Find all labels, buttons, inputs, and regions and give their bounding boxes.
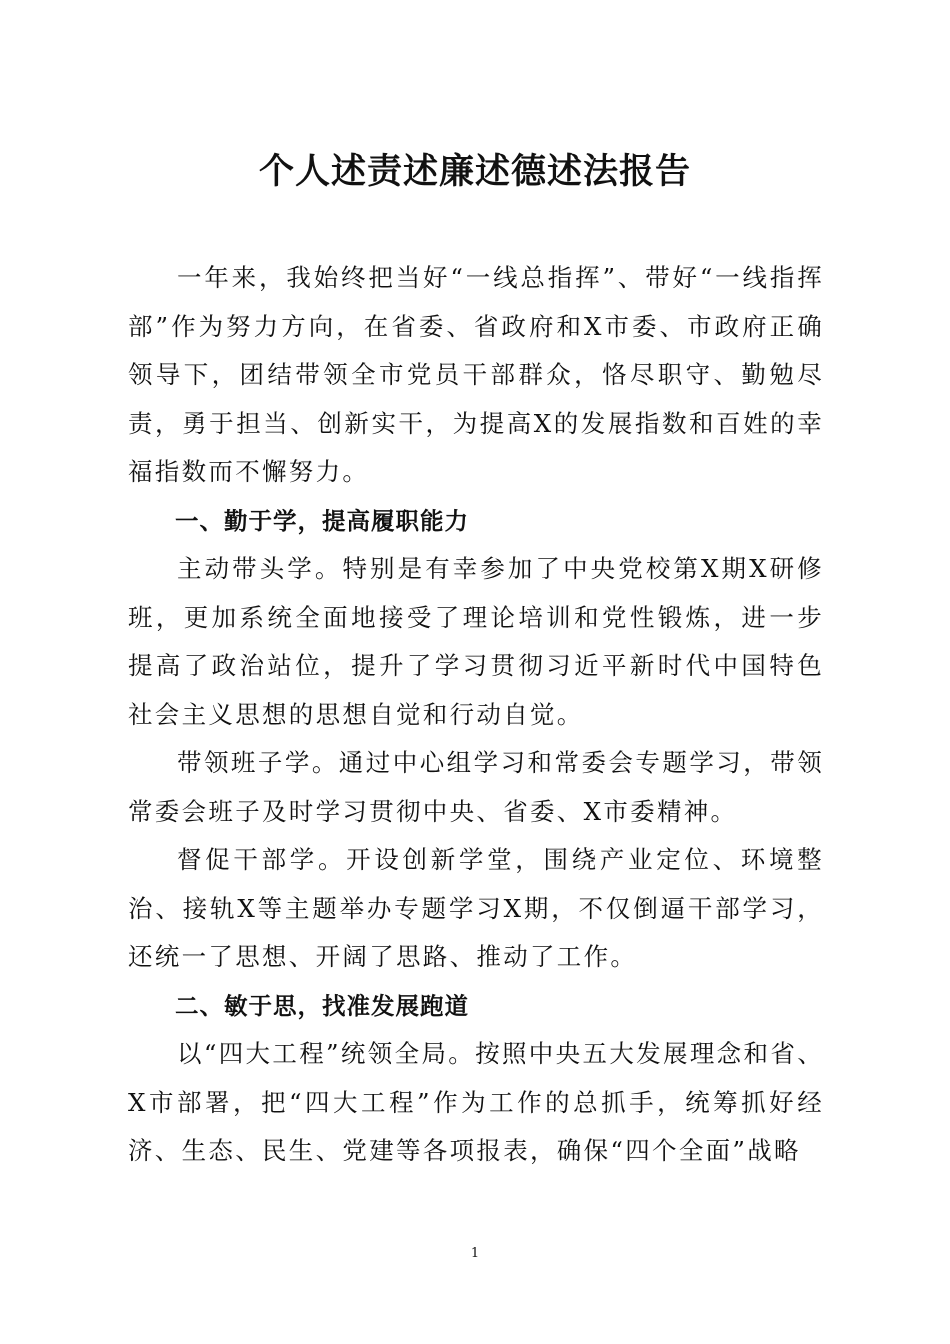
paragraph-text: 按照中央五大发展理念和省、X市部署，把“四大工程”作为工作的总抓手，统筹抓好经济、生态、民生、党建等各项报表，确保“四个全面”战略 bbox=[128, 1039, 824, 1165]
paragraph-text: 开设创新学堂，围绕产业定位、环境整治、接轨X等主题举办专题学习X期，不仅倒逼干部学习，还统一了思想、开阔了思路、推动了工作。 bbox=[128, 845, 824, 971]
section1-paragraph-2 bbox=[128, 739, 824, 836]
section2-paragraph-1 bbox=[128, 1030, 824, 1176]
paragraph-lead: 主动带头学。 bbox=[177, 554, 343, 583]
section-heading-2: 二、敏于思，找准发展跑道 bbox=[175, 991, 469, 1020]
paragraph-text: 特别是有幸参加了中央党校第X期X研修班，更加系统全面地接受了理论培训和党性锻炼，进一步提高了政治站位，提升了学习贯彻习近平新时代中国特色社会主义思想的思想自觉和行动自觉。 bbox=[128, 554, 824, 729]
paragraph-text: 通过中心组学习和常委会专题学习，带领常委会班子及时学习贯彻中央、省委、X市委精神。 bbox=[128, 748, 824, 826]
page-number: 1 bbox=[470, 1246, 480, 1261]
document-title: 个人述责述廉述德述法报告 bbox=[258, 151, 691, 192]
section1-paragraph-1 bbox=[128, 545, 824, 739]
section-heading-1: 一、勤于学，提高履职能力 bbox=[175, 506, 469, 535]
paragraph-lead: 以“四大工程”统领全局。 bbox=[177, 1039, 476, 1068]
paragraph-lead: 督促干部学。 bbox=[177, 845, 347, 874]
intro-paragraph: 一年来，我始终把当好“一线总指挥”、带好“一线指挥部”作为努力方向，在省委、省政府和X市委、市政府正确领导下，团结带领全市党员干部群众，恪尽职守、勤勉尽责，勇于担当、创新实干，为提高X的发展指数和百姓的幸福指数而不懈努力。 bbox=[128, 263, 824, 486]
paragraph-lead: 带领班子学。 bbox=[177, 748, 339, 777]
document-body bbox=[128, 254, 824, 1176]
section1-paragraph-3 bbox=[128, 836, 824, 982]
